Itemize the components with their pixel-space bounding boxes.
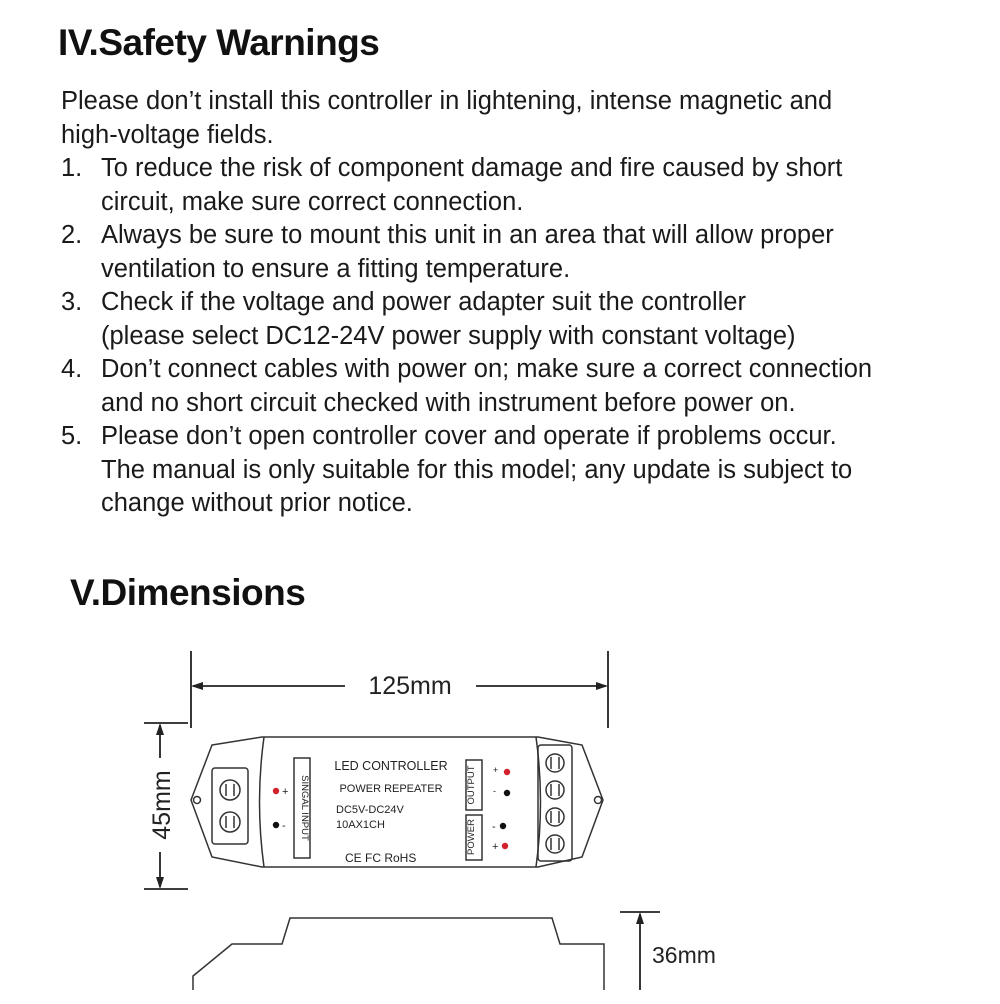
mount-hole-right [595,797,602,804]
intro-line: Please don’t install this controller in lightening, intense magnetic and [61,87,833,115]
intro-line: high-voltage fields. [61,120,274,149]
power-positive-dot [502,843,508,849]
width-label: 125mm [368,672,452,700]
list-item-line: To reduce the risk of component damage and fire caused by short [101,154,843,182]
arrow-icon [636,912,644,924]
depth-label: 36mm [652,942,716,968]
output-plus-sign: + [493,765,499,775]
screw-icon [546,754,564,772]
output-negative-dot [504,790,510,796]
power-label: POWER [466,819,477,855]
list-item-line: Please don’t open controller cover and operate if problems occur. [101,422,837,450]
list-item-number: 4. [61,355,83,383]
safety-warnings-heading: IV.Safety Warnings [58,22,380,63]
input-positive-dot [273,788,279,794]
input-minus-sign: - [282,820,286,832]
input-label: SINGAL INPUT [299,775,310,841]
device-title: LED CONTROLLER [334,759,448,773]
screw-icon [220,812,240,832]
controller-side-view [193,918,604,990]
arrow-icon [191,682,203,690]
device-voltage: DC5V-DC24V [336,804,404,816]
list-item-number: 3. [61,288,83,316]
screw-icon [546,835,564,853]
device-edge-left [260,737,265,867]
device-current: 10AX1CH [336,819,385,831]
list-item-line: (please select DC12-24V power supply with constant voltage) [101,321,796,350]
power-negative-dot [500,823,506,829]
power-plus-sign: + [492,841,499,853]
certification-marks: CE FC RoHS [345,851,417,865]
list-item-line: circuit, make sure correct connection. [101,187,524,216]
screw-icon [546,781,564,799]
arrow-icon [596,682,608,690]
output-minus-sign: - [493,786,496,796]
output-label: OUTPUT [466,765,477,805]
list-item-line: and no short circuit checked with instrument before power on. [101,388,796,417]
output-terminal-block [538,745,572,861]
list-item-number: 1. [61,154,83,182]
arrow-icon [156,723,164,735]
power-minus-sign: - [492,821,496,833]
screw-icon [546,808,564,826]
input-plus-sign: + [282,786,289,798]
mount-hole-left [194,797,201,804]
arrow-icon [156,877,164,889]
list-item-line: Check if the voltage and power adapter suit the controller [101,288,746,316]
input-negative-dot [273,822,279,828]
height-label: 45mm [148,770,176,840]
output-positive-dot [504,769,510,775]
list-item-number: 2. [61,221,83,249]
device-subtitle: POWER REPEATER [339,783,443,795]
list-item-line: Don’t connect cables with power on; make sure a correct connection [101,355,873,383]
list-item-line: Always be sure to mount this unit in an area that will allow proper [101,221,834,249]
controller-top-view [191,737,603,867]
dimensions-heading: V.Dimensions [70,572,306,613]
list-item-number: 5. [61,422,83,450]
list-item-line: change without prior notice. [101,489,413,517]
list-item-line: ventilation to ensure a fitting temperature. [101,254,571,283]
screw-icon [220,780,240,800]
list-item-line: The manual is only suitable for this model; any update is subject to [101,455,853,484]
